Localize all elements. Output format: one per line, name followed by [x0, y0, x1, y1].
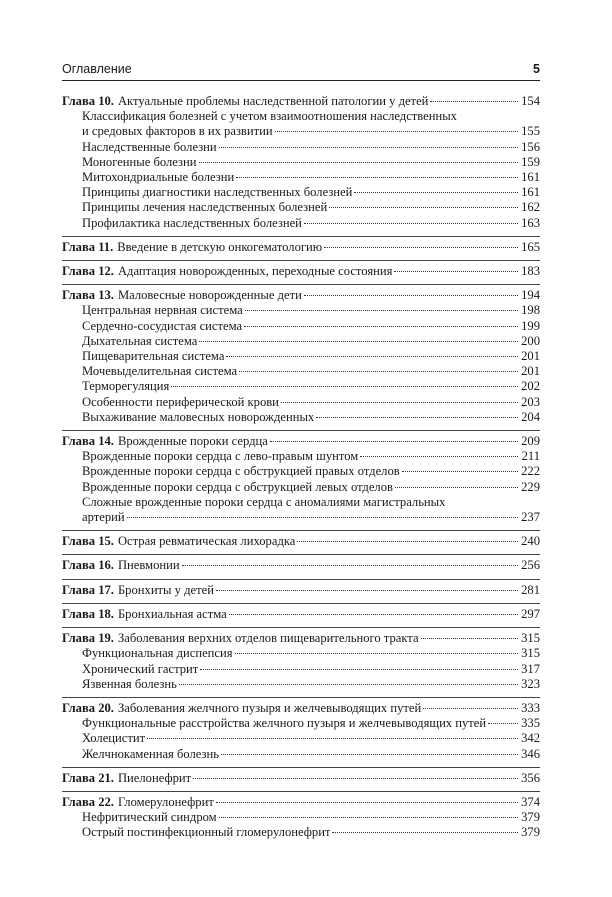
toc-section-line[interactable] [62, 170, 540, 185]
dot-leader [193, 778, 518, 779]
chapter-label: Глава 22. [62, 794, 114, 809]
section-title: Профилактика наследственных болезней [82, 215, 302, 230]
toc-chapter [62, 284, 540, 425]
toc-chapter-line[interactable] [62, 94, 540, 109]
chapter-title: Актуальные проблемы наследственной патологии у детей [117, 94, 429, 108]
section-page: 203 [521, 394, 540, 409]
dot-leader [304, 223, 518, 224]
section-title: Хронический гастрит [82, 661, 199, 676]
dot-leader [199, 162, 518, 163]
section-title: Острый постинфекционный гломерулонефрит [82, 825, 331, 840]
toc-chapter [62, 430, 540, 525]
dot-leader [221, 754, 518, 755]
chapter-label: Глава 13. [62, 288, 114, 303]
toc-chapter [62, 767, 540, 786]
chapter-title: Введение в детскую онкогематологию [117, 239, 323, 254]
section-title: Моногенные болезни [82, 154, 197, 169]
section-page: 379 [521, 825, 540, 840]
section-page: 161 [521, 185, 540, 200]
toc-chapter-line[interactable] [62, 771, 540, 786]
dot-leader [216, 590, 518, 591]
section-title: Принципы лечения наследственных болезней [82, 200, 328, 215]
toc-section-line[interactable] [62, 216, 540, 231]
chapter-label: Глава 16. [62, 558, 114, 573]
section-title: артерий [82, 510, 125, 525]
section-title: Врожденные пороки сердца с обструкцией правых отделов [82, 464, 400, 479]
dot-leader [199, 341, 518, 342]
running-head-title: Оглавление [62, 62, 132, 76]
chapter-title: Адаптация новорожденных, переходные состояния [117, 264, 393, 279]
dot-leader [402, 471, 518, 472]
dot-leader [332, 832, 518, 833]
toc-section-line[interactable] [62, 379, 540, 394]
toc-chapter-heading [62, 607, 227, 622]
toc-chapter-line[interactable] [62, 607, 540, 622]
chapter-page: 356 [521, 770, 540, 785]
section-title: Митохондриальные болезни [82, 170, 235, 185]
section-title: Холецистит [82, 731, 146, 746]
toc-section-line[interactable] [62, 747, 540, 762]
toc-chapter [62, 236, 540, 255]
toc-chapter-line[interactable] [62, 583, 540, 598]
section-page: 379 [521, 810, 540, 825]
page-number: 5 [533, 62, 540, 76]
dot-leader [316, 417, 518, 418]
toc-chapter [62, 627, 540, 692]
chapter-label: Глава 21. [62, 770, 114, 785]
section-page: 155 [521, 124, 540, 139]
chapter-page: 256 [521, 558, 540, 573]
toc-chapter-line[interactable] [62, 558, 540, 573]
section-page: 163 [521, 215, 540, 230]
toc-chapter-heading [62, 583, 214, 598]
chapter-label: Глава 12. [62, 264, 114, 279]
toc-section-line[interactable] [62, 109, 540, 124]
dot-leader [270, 441, 518, 442]
section-page: 204 [521, 409, 540, 424]
toc-chapter-heading [62, 264, 392, 279]
section-page: 201 [521, 364, 540, 379]
dot-leader [354, 192, 518, 193]
dot-leader [423, 708, 518, 709]
toc-chapter-heading [62, 558, 180, 573]
toc-section-line[interactable] [62, 140, 540, 155]
section-title: Язвенная болезнь [82, 676, 177, 691]
chapter-page: 374 [521, 794, 540, 809]
toc-section-line[interactable] [62, 677, 540, 692]
chapter-label: Глава 18. [62, 606, 114, 621]
chapter-page: 240 [521, 534, 540, 549]
section-page: 222 [521, 464, 540, 479]
section-page: 229 [521, 479, 540, 494]
section-title: Выхаживание маловесных новорожденных [82, 409, 315, 424]
dot-leader [394, 271, 518, 272]
toc-chapter-heading [62, 434, 268, 449]
dot-leader [304, 295, 518, 296]
section-title: Желчнокаменная болезнь [82, 746, 219, 761]
chapter-page: 333 [521, 700, 540, 715]
dot-leader [275, 131, 518, 132]
toc-chapter-heading [62, 701, 421, 716]
section-page: 199 [521, 318, 540, 333]
toc-section-line[interactable] [62, 200, 540, 215]
toc-chapter [62, 530, 540, 549]
chapter-page: 194 [521, 288, 540, 303]
toc-section-line[interactable] [62, 319, 540, 334]
dot-leader [239, 371, 518, 372]
table-of-contents [62, 94, 540, 841]
toc-chapter [62, 603, 540, 622]
toc-chapter-heading [62, 240, 322, 255]
toc-section-line[interactable] [62, 303, 540, 318]
section-title: Центральная нервная система [82, 303, 243, 318]
chapter-title: Заболевания верхних отделов пищеварительного тракта [117, 631, 419, 646]
section-page: 323 [521, 676, 540, 691]
chapter-page: 165 [521, 239, 540, 254]
toc-section-line[interactable] [62, 410, 540, 425]
toc-section-line[interactable] [62, 646, 540, 661]
section-page: 211 [521, 449, 540, 464]
toc-section-line[interactable] [62, 825, 540, 840]
chapter-label: Глава 15. [62, 534, 114, 549]
dot-leader [395, 487, 518, 488]
toc-section-line[interactable] [62, 810, 540, 825]
section-page: 198 [521, 303, 540, 318]
dot-leader [245, 310, 518, 311]
dot-leader [235, 653, 518, 654]
chapter-page: 183 [521, 264, 540, 279]
chapter-label: Глава 11. [62, 239, 114, 254]
chapter-label: Глава 19. [62, 631, 114, 646]
toc-chapter-line[interactable] [62, 264, 540, 279]
dot-leader [329, 207, 518, 208]
dot-leader [226, 356, 518, 357]
dot-leader [147, 738, 518, 739]
section-page: 201 [521, 349, 540, 364]
toc-chapter-line[interactable] [62, 288, 540, 303]
chapter-title: Пневмонии [117, 558, 180, 573]
dot-leader [236, 177, 518, 178]
chapter-title: Бронхиты у детей [117, 582, 214, 597]
dot-leader [200, 669, 518, 670]
dot-leader [179, 684, 518, 685]
dot-leader [182, 565, 518, 566]
section-title: Сложные врожденные пороки сердца с аномалиями магистральных [82, 494, 446, 509]
dot-leader [297, 541, 518, 542]
dot-leader [219, 817, 518, 818]
toc-chapter-line[interactable] [62, 795, 540, 810]
toc-chapter-heading [62, 795, 214, 810]
dot-leader [171, 386, 518, 387]
toc-section-line[interactable] [62, 480, 540, 495]
running-head [62, 62, 540, 78]
toc-chapter [62, 579, 540, 598]
chapter-label: Глава 17. [62, 582, 114, 597]
section-page: 317 [521, 661, 540, 676]
chapter-title: Маловесные новорожденные дети [117, 288, 302, 303]
toc-chapter [62, 94, 540, 231]
section-title: Терморегуляция [82, 379, 170, 394]
header-rule [62, 80, 540, 81]
dot-leader [360, 456, 518, 457]
section-page: 200 [521, 333, 540, 348]
section-page: 161 [521, 170, 540, 185]
toc-section-line[interactable] [62, 349, 540, 364]
section-page: 156 [521, 139, 540, 154]
toc-chapter-line[interactable] [62, 534, 540, 549]
section-title: Дыхательная система [82, 333, 198, 348]
toc-chapter [62, 791, 540, 841]
toc-section-line[interactable] [62, 731, 540, 746]
section-title: Сердечно-сосудистая система [82, 318, 243, 333]
toc-chapter-heading [62, 94, 428, 109]
toc-chapter [62, 554, 540, 573]
chapter-title: Бронхиальная астма [117, 606, 227, 621]
toc-section-line[interactable] [62, 716, 540, 731]
chapter-title: Гломерулонефрит [117, 794, 214, 809]
section-title: Наследственные болезни [82, 139, 217, 154]
chapter-page: 209 [521, 434, 540, 449]
chapter-title: Острая ревматическая лихорадка [117, 534, 296, 549]
toc-section-line[interactable] [62, 495, 540, 510]
toc-section-line[interactable] [62, 334, 540, 349]
section-page: 159 [521, 154, 540, 169]
dot-leader [324, 247, 518, 248]
chapter-page: 154 [521, 94, 540, 108]
section-title: Функциональные расстройства желчного пузыря и желчевыводящих путей [82, 716, 487, 731]
toc-section-line[interactable] [62, 510, 540, 525]
section-page: 342 [521, 731, 540, 746]
chapter-page: 315 [521, 631, 540, 646]
chapter-title: Врожденные пороки сердца [117, 434, 268, 449]
dot-leader [281, 402, 518, 403]
chapter-title: Заболевания желчного пузыря и желчевыводящих путей [117, 700, 422, 715]
dot-leader [421, 638, 518, 639]
toc-chapter-line[interactable] [62, 701, 540, 716]
toc-section-line[interactable] [62, 124, 540, 139]
section-title: Пищеварительная система [82, 349, 225, 364]
chapter-label: Глава 20. [62, 700, 114, 715]
dot-leader [219, 147, 518, 148]
section-page: 346 [521, 746, 540, 761]
section-page: 315 [521, 646, 540, 661]
toc-section-line[interactable] [62, 364, 540, 379]
section-title: и средовых факторов в их развитии [82, 124, 273, 139]
section-title: Нефритический синдром [82, 810, 217, 825]
toc-chapter-heading [62, 631, 419, 646]
dot-leader [216, 802, 518, 803]
dot-leader [127, 517, 518, 518]
section-page: 335 [521, 716, 540, 731]
toc-section-line[interactable] [62, 662, 540, 677]
toc-chapter-heading [62, 288, 302, 303]
toc-chapter-heading [62, 771, 191, 786]
toc-chapter [62, 697, 540, 762]
toc-section-line[interactable] [62, 155, 540, 170]
toc-section-line[interactable] [62, 395, 540, 410]
section-title: Принципы диагностики наследственных болезней [82, 185, 353, 200]
toc-chapter-line[interactable] [62, 631, 540, 646]
section-title: Функциональная диспепсия [82, 646, 233, 661]
chapter-page: 297 [521, 606, 540, 621]
chapter-label: Глава 10. [62, 94, 114, 108]
chapter-page: 281 [521, 582, 540, 597]
dot-leader [430, 101, 518, 102]
section-title: Врожденные пороки сердца с лево-правым шунтом [82, 449, 359, 464]
dot-leader [244, 326, 518, 327]
toc-chapter [62, 260, 540, 279]
toc-section-line[interactable] [62, 185, 540, 200]
section-title: Особенности периферической крови [82, 394, 279, 409]
toc-chapter-line[interactable] [62, 240, 540, 255]
dot-leader [229, 614, 518, 615]
section-page: 202 [521, 379, 540, 394]
chapter-title: Пиелонефрит [117, 770, 192, 785]
toc-section-line[interactable] [62, 464, 540, 479]
toc-chapter-line[interactable] [62, 434, 540, 449]
chapter-label: Глава 14. [62, 434, 114, 449]
section-title: Мочевыделительная система [82, 364, 238, 379]
toc-section-line[interactable] [62, 449, 540, 464]
section-title: Классификация болезней с учетом взаимоотношения наследственных [82, 109, 457, 124]
section-title: Врожденные пороки сердца с обструкцией левых отделов [82, 479, 393, 494]
section-page: 162 [521, 200, 540, 215]
toc-chapter-heading [62, 534, 295, 549]
dot-leader [488, 723, 518, 724]
section-page: 237 [521, 510, 540, 525]
